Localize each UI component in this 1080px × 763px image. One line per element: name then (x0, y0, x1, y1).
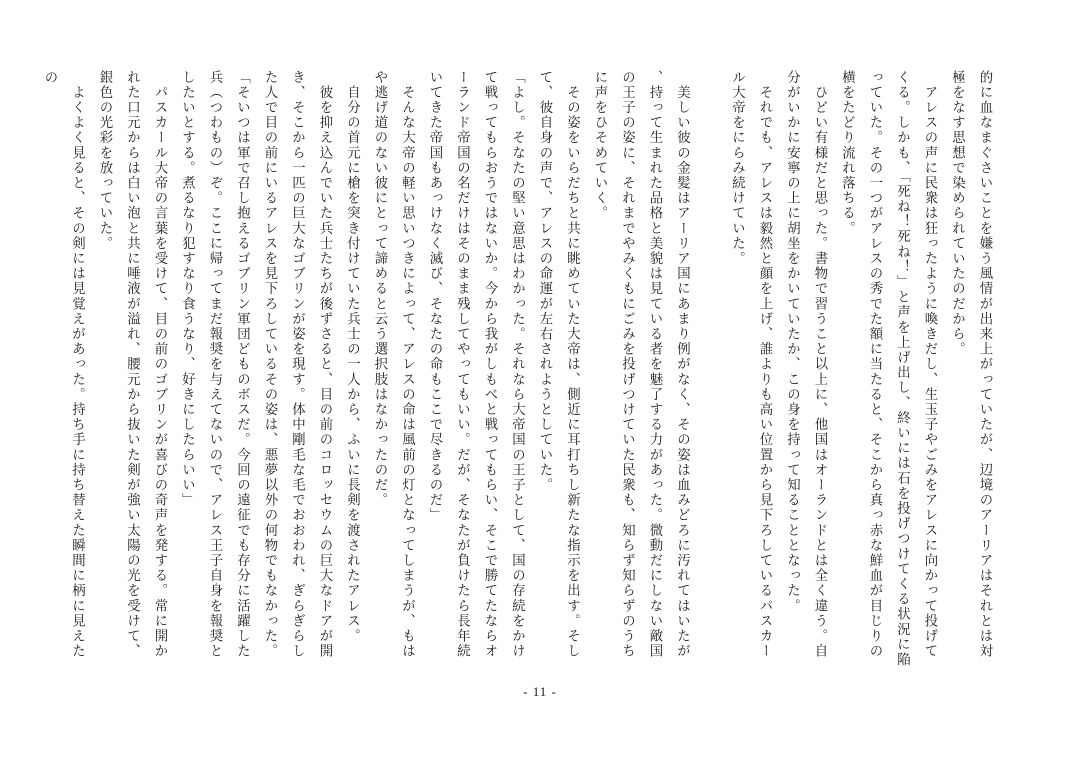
paragraph: アレスの声に民衆は狂ったように喚きだし、生玉子やごみをアレスに向かって投げてくる。しかも、「死ね！死ね！」と声を上げ出し、終いには石を投げつけてくる状況に陥っていた。その一つがアレスの秀でた額に当たると、そこから真っ赤な鮮血が目じりの横をたどり流れ落ちる。 (839, 70, 937, 668)
page-number: - 11 - (523, 684, 557, 699)
paragraph: 彼を抑え込んでいた兵士たちが後ずさると、目の前のコロッセウムの巨大なドアが開き、そこから一匹の巨大なゴブリンが姿を現す。体中剛毛な毛でおおわれ、ぎらぎらした人で目の前にいるアレスを見下ろしているその姿は、悪夢以外の何物でもなかった。 (262, 70, 332, 659)
paragraph: 自分の首元に槍を突き付けていた兵士の一人から、ふいに長剣を渡されたアレス。 (344, 70, 360, 644)
paragraph: 「そいつは軍で召し抱えるゴブリン軍団どものボスだ。今回の遠征でも存分に活躍した兵（つわもの）ぞ。ここに帰ってまだ報奨を与えてないので、アレス王子自身を報奨としたいとする。煮るなり犯すなり食うなり、好きにしたらいい」 (179, 70, 250, 659)
paragraph: 的に血なまぐさいことを嫌う風情が出来上がっていたが、辺境のアーリアはそれとは対極をなす思想で染められていたのだから。 (949, 70, 992, 659)
paragraph: その姿をいらだちと共に眺めていた大帝は、側近に耳打ちし新たな指示を出す。そして、彼自身の声で、アレスの命運が左右されようとしていた。 (537, 70, 580, 659)
paragraph: それでも、アレスは毅然と顔を上げ、誰よりも高い位置から見下ろしているパスカール大帝をにらみ続けていた。 (729, 70, 772, 659)
paragraph: パスカール大帝の言葉を受けて、目の前のゴブリンが喜びの奇声を発する。常に開かれた口元からは白い泡と共に唾液が溢れ、腰元から抜いた剣が強い太陽の光を受けて、銀色の光彩を放っていた。 (97, 70, 167, 659)
paragraph: ひどい有様だと思った。書物で習うこと以上に、他国はオーランドとは全く違う。自分がいかに安寧の上に胡坐をかいていたか、この身を持って知ることとなった。 (784, 70, 827, 659)
paragraph: よくよく見ると、その剣には見覚えがあった。持ち手に持ち替えた瞬間に柄に見えたの (42, 70, 85, 659)
paragraph: そんな大帝の軽い思いつきによって、アレスの命は風前の灯となってしまうが、もはや逃げ道のない彼にとって諦めると云う選択肢はなかったのだ。 (372, 70, 415, 659)
vertical-text-body (42, 70, 998, 670)
blank-line (696, 70, 724, 670)
paragraph: 「よし。そなたの堅い意思はわかった。それなら大帝国の王子として、国の存続をかけて戦ってもらおうではないか。今から我がしもべと戦ってもらい、そこで勝てたならオーランド帝国の名だけはそのまま残してやってもいい。だが、そなたが負けたら長年続いてきた帝国もあっけなく滅び、そなたの命もここで尽きるのだ」 (427, 70, 525, 659)
paragraph: 美しい彼の金髪はアーリア国にあまり例がなく、その姿は血みどろに汚れてはいたが、持って生まれた品格と美貌は見ている者を魅了する力があった。微動だにしない敵国の王子の姿に、それまでやみくもにごみを投げつけていた民衆も、知らず知らずのうちに声をひそめていく。 (592, 70, 690, 659)
